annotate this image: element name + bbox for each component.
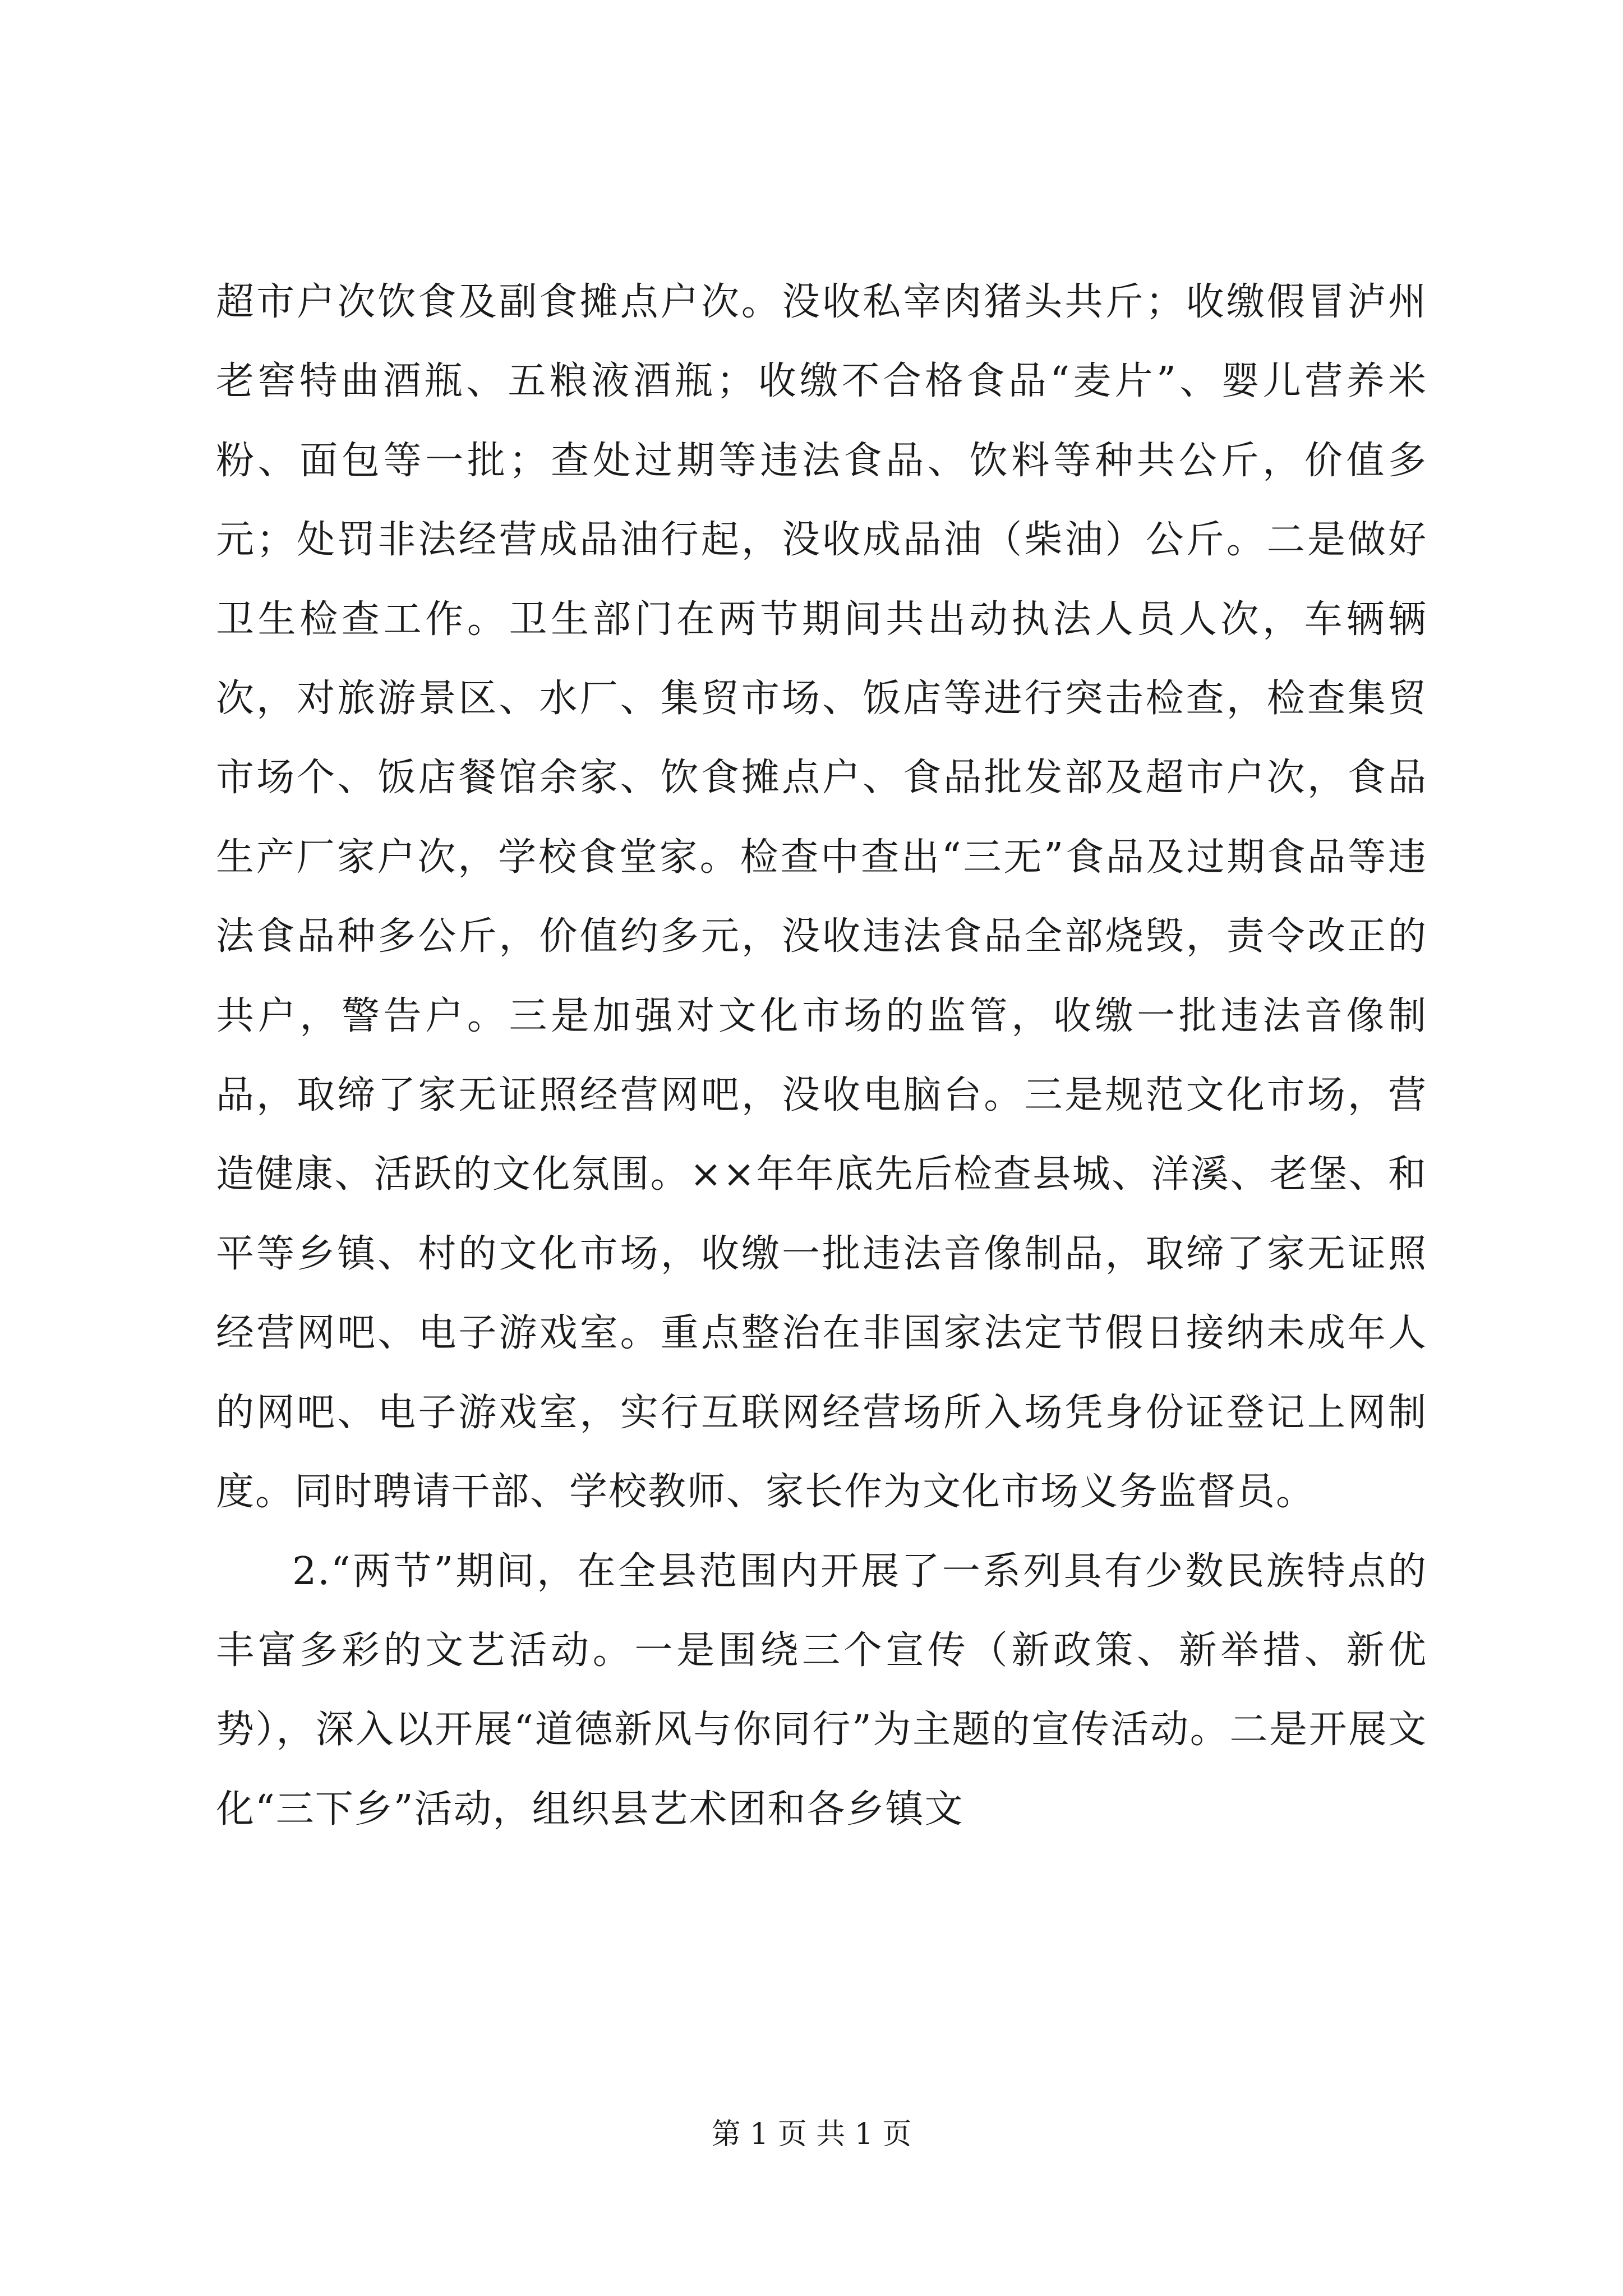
paragraph-food-health-culture-inspection: 超市户次饮食及副食摊点户次。没收私宰肉猪头共斤；收缴假冒泸州老窖特曲酒瓶、五粮液酒瓶；收缴不合格食品“麦片”、婴儿营养米粉、面包等一批；查处过期等违法食品、饮料等种共公斤，价值多元；处罚非法经营成品油行起，没收成品油（柴油）公斤。二是做好卫生检查工作。卫生部门在两节期间共出动执法人员人次，车辆辆次，对旅游景区、水厂、集贸市场、饭店等进行突击检查，检查集贸市场个、饭店餐馆余家、饮食摊点户、食品批发部及超市户次，食品生产厂家户次，学校食堂家。检查中查出“三无”食品及过期食品等违法食品种多公斤，价值约多元，没收违法食品全部烧毁，责令改正的共户，警告户。三是加强对文化市场的监管，收缴一批违法音像制品，取缔了家无证照经营网吧，没收电脑台。三是规范文化市场，营造健康、活跃的文化氛围。××年年底先后检查县城、洋溪、老堡、和平等乡镇、村的文化市场，收缴一批违法音像制品，取缔了家无证照经营网吧、电子游戏室。重点整治在非国家法定节假日接纳未成年人的网吧、电子游戏室，实行互联网经营场所入场凭身份证登记上网制度。同时聘请干部、学校教师、家长作为文化市场义务监督员。 xyxy=(216,280,1427,1515)
paragraph-festival-activities: 2.“两节”期间，在全县范围内开展了一系列具有少数民族特点的丰富多彩的文艺活动。一是围绕三个宣传（新政策、新举措、新优势），深入以开展“道德新风与你同行”为主题的宣传活动。二是开展文化“三下乡”活动，组织县艺术团和各乡镇文 xyxy=(216,1549,1427,1832)
page-footer: 第 1 页 共 1 页 xyxy=(711,2118,912,2151)
document-body xyxy=(216,263,1427,1849)
